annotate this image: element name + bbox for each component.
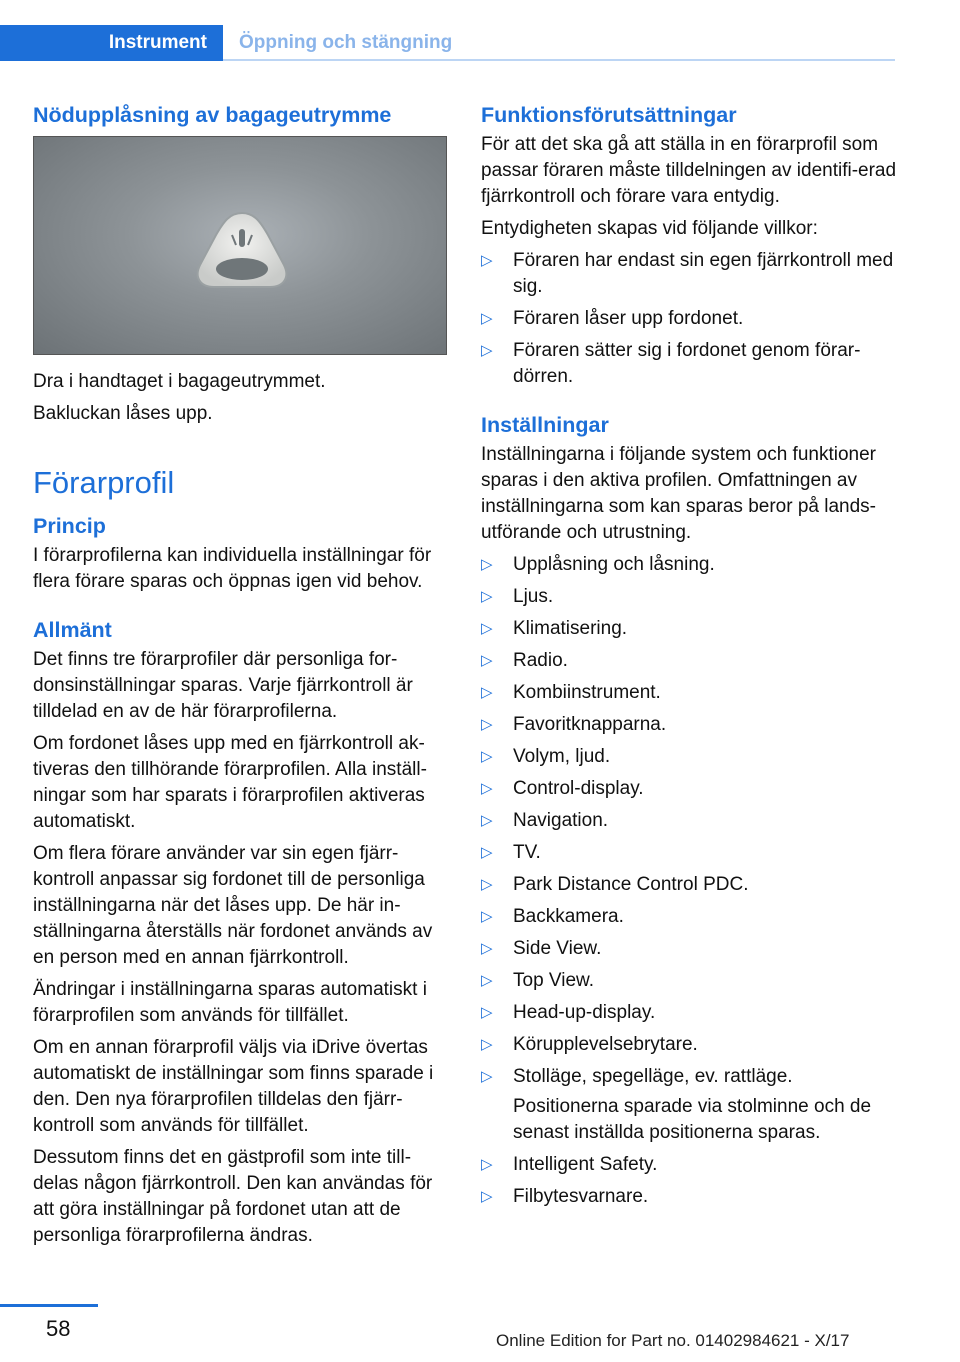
footer-accent-line — [0, 1304, 98, 1307]
triangle-bullet-icon: ▷ — [481, 1156, 493, 1173]
tab-instrument[interactable]: Instrument — [0, 25, 223, 61]
emergency-release-heading: Nödupplåsning av bagageutrymme — [33, 103, 392, 127]
list-item: ▷ Volym, ljud. — [481, 744, 899, 770]
function-requirements-heading: Funktionsförutsättningar — [481, 103, 737, 127]
function-requirements-text: Entydigheten skapas vid följande villkor: — [481, 218, 818, 239]
list-item: ▷ Top View. — [481, 968, 899, 994]
list-item: ▷ Navigation. — [481, 808, 899, 834]
principle-text: I förarprofilerna kan individuella inställningar för flera förare sparas och öppnas igen vid behov. — [33, 545, 432, 592]
general-heading: Allmänt — [33, 618, 112, 642]
triangle-bullet-icon: ▷ — [481, 1068, 493, 1085]
triangle-bullet-icon: ▷ — [481, 748, 493, 765]
triangle-bullet-icon: ▷ — [481, 1036, 493, 1053]
list-item: ▷ Kombiinstrument. — [481, 680, 899, 706]
triangle-bullet-icon: ▷ — [481, 780, 493, 797]
section-title-driver-profile: Förarprofil — [33, 465, 175, 500]
triangle-bullet-icon: ▷ — [481, 684, 493, 701]
general-paragraph: Dessutom finns det en gästprofil som inte till-delas någon fjärrkontroll. Den kan användas för att göra inställningar på fordonet utan att de personliga förarprofilerna ändras. — [33, 1147, 433, 1246]
function-requirements-text: För att det ska gå att ställa in en förarprofil som passar föraren måste tilldelningen av identifi-erad fjärrkontroll och förare vara entydig. — [481, 134, 897, 207]
list-item: ▷ Backkamera. — [481, 904, 899, 930]
triangle-bullet-icon: ▷ — [481, 588, 493, 605]
trunk-release-photo — [33, 136, 447, 355]
general-paragraph: Om flera förare använder var sin egen fjärr-kontroll anpassar sig fordonet till de personliga inställningarna när det låses upp. De här in-ställningarna återställs när fordonet används av en person med en annan fjärrkontroll. — [33, 843, 433, 968]
header-tabs — [0, 25, 895, 61]
tab-opening-closing[interactable]: Öppning och stängning — [239, 32, 453, 53]
triangle-bullet-icon: ▷ — [481, 652, 493, 669]
right-column — [481, 100, 899, 1216]
triangle-bullet-icon: ▷ — [481, 940, 493, 957]
list-item: ▷ Favoritknapparna. — [481, 712, 899, 738]
triangle-bullet-icon: ▷ — [481, 908, 493, 925]
conditions-list — [481, 248, 899, 390]
page-number: 58 — [46, 1316, 71, 1341]
triangle-bullet-icon: ▷ — [481, 716, 493, 733]
list-item: ▷ TV. — [481, 840, 899, 866]
general-paragraph: Om en annan förarprofil väljs via iDrive övertas automatiskt de inställningar som finns sparade i den. Den nya förarprofilen tilldelas den fjärr-kontroll som används för tillfället. — [33, 1037, 434, 1136]
list-item: ▷ Upplåsning och låsning. — [481, 552, 899, 578]
tab-divider — [223, 59, 895, 61]
seat-note: Positionerna sparade via stolminne och de senast inställda positionerna sparas. — [513, 1096, 872, 1143]
settings-list — [481, 552, 899, 1090]
list-item: ▷ Head-up-display. — [481, 1000, 899, 1026]
list-item: ▷ Radio. — [481, 648, 899, 674]
trunk-handle-icon — [34, 137, 446, 354]
general-paragraph: Ändringar i inställningarna sparas automatiskt i förarprofilen som används för tillfället. — [33, 979, 427, 1026]
list-item: ▷ Side View. — [481, 936, 899, 962]
list-item: ▷ Intelligent Safety. — [481, 1152, 899, 1178]
list-item: ▷ Föraren låser upp fordonet. — [481, 306, 899, 332]
settings-list-2 — [481, 1152, 899, 1210]
triangle-bullet-icon: ▷ — [481, 620, 493, 637]
list-item: ▷ Filbytesvarnare. — [481, 1184, 899, 1210]
caption-unlocked: Bakluckan låses upp. — [33, 403, 213, 424]
triangle-bullet-icon: ▷ — [481, 252, 493, 269]
triangle-bullet-icon: ▷ — [481, 876, 493, 893]
triangle-bullet-icon: ▷ — [481, 972, 493, 989]
triangle-bullet-icon: ▷ — [481, 1004, 493, 1021]
caption-pull-handle: Dra i handtaget i bagageutrymmet. — [33, 371, 326, 392]
triangle-bullet-icon: ▷ — [481, 812, 493, 829]
list-item: ▷ Klimatisering. — [481, 616, 899, 642]
triangle-bullet-icon: ▷ — [481, 844, 493, 861]
general-paragraph: Om fordonet låses upp med en fjärrkontroll ak-tiveras den tillhörande förarprofilen. Alla inställ-ningar som har sparats i förarprofilen aktiveras automatiskt. — [33, 733, 427, 832]
triangle-bullet-icon: ▷ — [481, 556, 493, 573]
triangle-bullet-icon: ▷ — [481, 1188, 493, 1205]
list-item: ▷ Park Distance Control PDC. — [481, 872, 899, 898]
general-paragraph: Det finns tre förarprofiler där personliga for-donsinställningar sparas. Varje fjärrkontroll är tilldelad en av de här förarprofilerna. — [33, 649, 413, 722]
list-item: ▷ Control-display. — [481, 776, 899, 802]
triangle-bullet-icon: ▷ — [481, 342, 493, 359]
edition-note: Online Edition for Part no. 01402984621 - X/17 — [496, 1331, 850, 1350]
triangle-bullet-icon: ▷ — [481, 310, 493, 327]
list-item: ▷ Ljus. — [481, 584, 899, 610]
settings-text: Inställningarna i följande system och funktioner sparas i den aktiva profilen. Omfattningen av inställningarna som kan sparas beror på lands-utförande och utrustning. — [481, 444, 877, 543]
principle-heading: Princip — [33, 514, 106, 538]
list-item: ▷ Föraren har endast sin egen fjärrkontroll med sig. — [481, 250, 894, 297]
list-item: ▷ Körupplevelsebrytare. — [481, 1032, 899, 1058]
list-item: ▷ Föraren sätter sig i fordonet genom förar-dörren. — [481, 340, 861, 387]
list-item: ▷ Stolläge, spegelläge, ev. rattläge. — [481, 1064, 899, 1090]
left-column — [33, 100, 448, 1255]
settings-heading: Inställningar — [481, 413, 609, 437]
